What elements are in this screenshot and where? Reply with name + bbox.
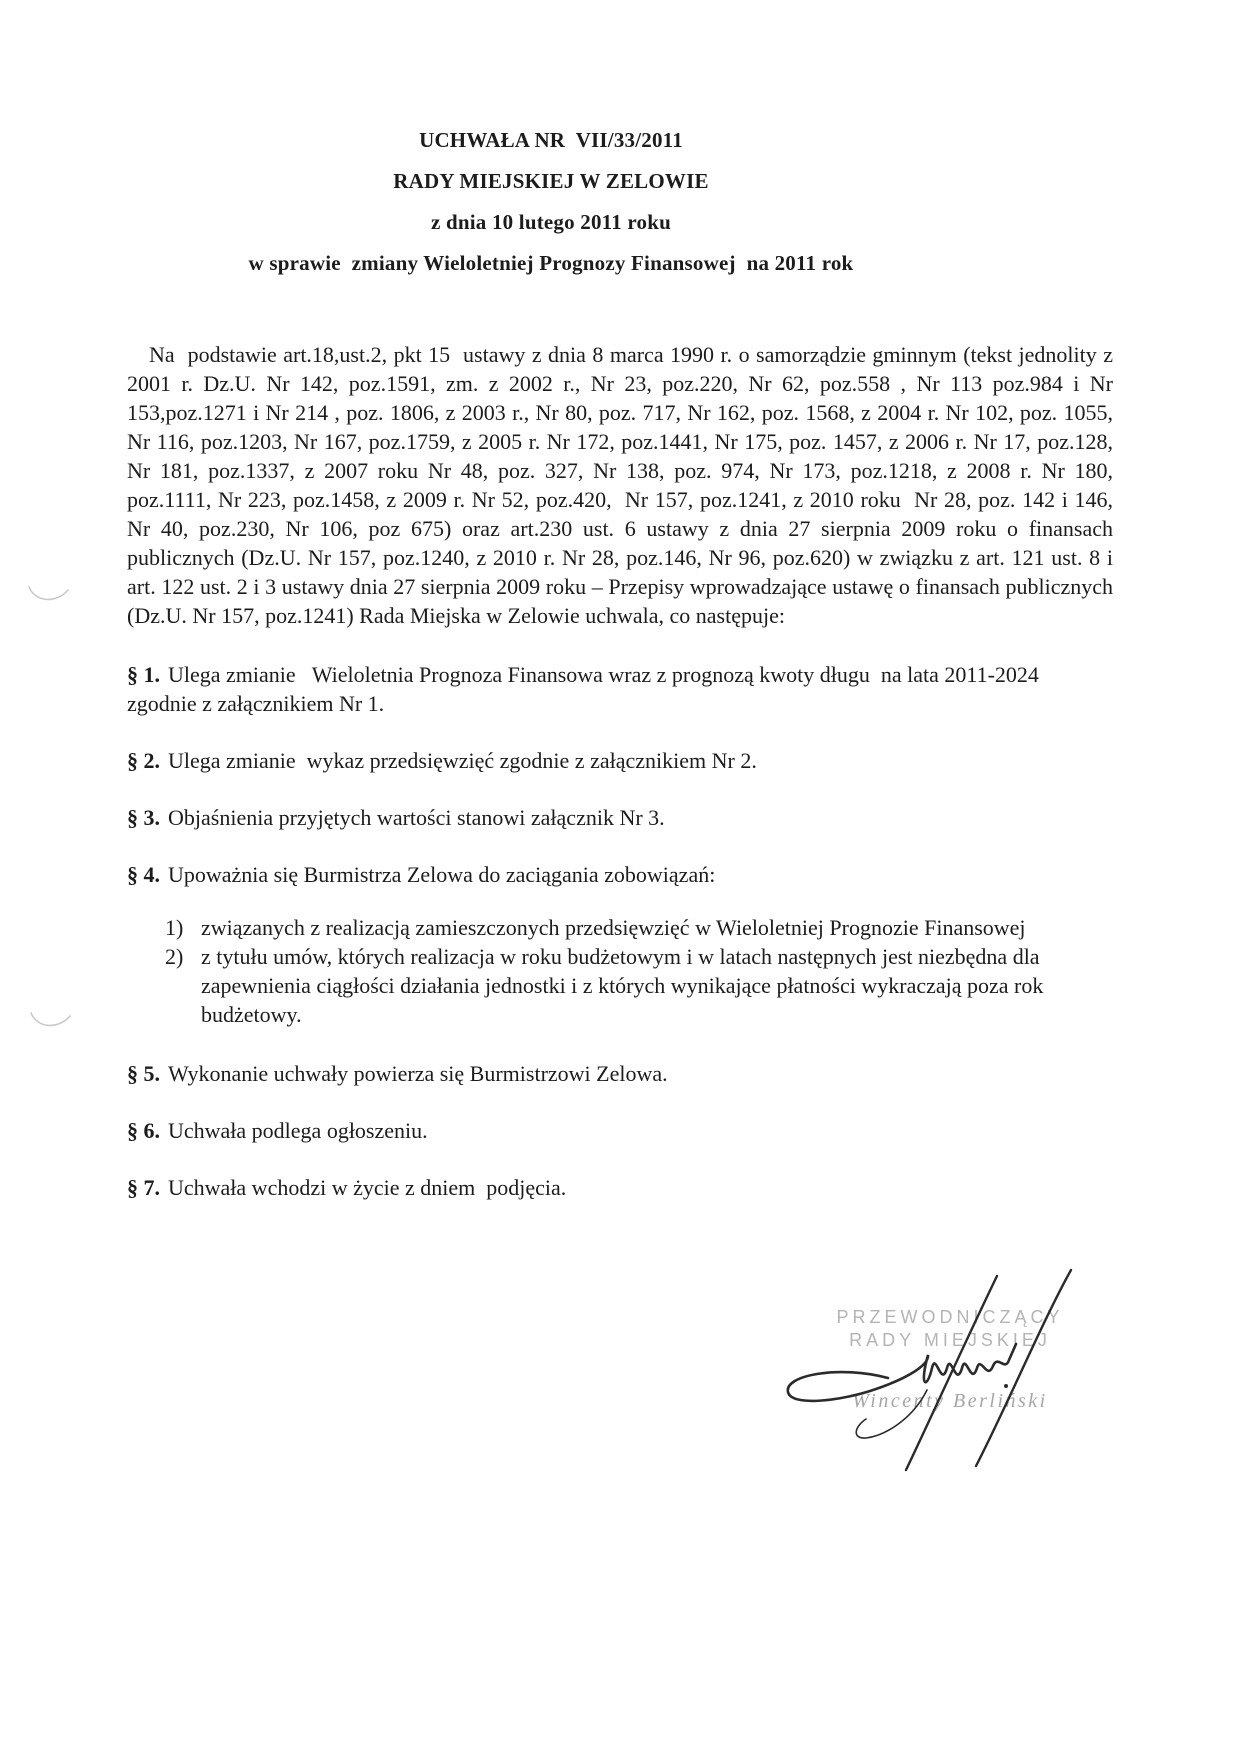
list-item-text: związanych z realizacją zamieszczonych przedsięwzięć w Wieloletniej Prognozie Finansowej [201,915,1026,940]
margin-scan-artifact [28,1006,76,1034]
section-7-label: § 7. [127,1175,160,1200]
list-item [165,913,1113,942]
document-content [127,128,1119,1202]
list-item [165,942,1113,1029]
section-1-label: § 1. [127,662,160,687]
section-6 [127,1116,1113,1145]
signature-block [780,1268,1120,1478]
section-7-text: Uchwała wchodzi w życie z dniem podjęcia. [168,1175,567,1200]
obligations-list [165,913,1113,1029]
section-5-label: § 5. [127,1061,160,1086]
document-header [127,128,975,276]
section-4 [127,860,1113,889]
signature-name: Wincenty Berliński [852,1390,1048,1412]
pen-stroke-1 [906,1276,997,1470]
legal-preamble-paragraph: Na podstawie art.18,ust.2, pkt 15 ustawy z dnia 8 marca 1990 r. o samorządzie gminnym (tekst jednolity z 2001 r. Dz.U. Nr 142, poz.1591, zm. z 2002 r., Nr 23, poz.220, Nr 62, poz.558 , Nr 113 poz.984 i Nr 153,poz.1271 i Nr 214 , poz. 1806, z 2003 r., Nr 80, poz. 717, Nr 162, poz. 1568, z 2004 r. Nr 102, poz. 1055, Nr 116, poz.1203, Nr 167, poz.1759, z 2005 r. Nr 172, poz.1441, Nr 175, poz. 1457, z 2006 r. Nr 17, poz.128, Nr 181, poz.1337, z 2007 roku Nr 48, poz. 327, Nr 138, poz. 974, Nr 173, poz.1218, z 2008 r. Nr 180, poz.1111, Nr 223, poz.1458, z 2009 r. Nr 52, poz.420, Nr 157, poz.1241, z 2010 roku Nr 28, poz. 142 i 146, Nr 40, poz.230, Nr 106, poz 675) oraz art.230 ust. 6 ustawy z dnia 27 sierpnia 2009 roku o finansach publicznych (Dz.U. Nr 157, poz.1240, z 2010 r. Nr 28, poz.146, Nr 96, poz.620) w związku z art. 121 ust. 8 i art. 122 ust. 2 i 3 ustawy dnia 27 sierpnia 2009 roku – Przepisy wprowadzające ustawę o finansach publicznych (Dz.U. Nr 157, poz.1241) Rada Miejska w Zelowie uchwala, co następuje: [127,342,1119,628]
resolution-subject: w sprawie zmiany Wieloletniej Prognozy Finansowej na 2011 rok [248,251,854,275]
council-name: RADY MIEJSKIEJ W ZELOWIE [393,169,709,193]
resolution-number: UCHWAŁA NR VII/33/2011 [419,128,683,152]
section-6-text: Uchwała podlega ogłoszeniu. [168,1118,428,1143]
pen-stroke-2 [976,1270,1071,1466]
section-1-text: Ulega zmianie Wieloletnia Prognoza Finansowa wraz z prognozą kwoty długu na lata 2011-2024 zgodnie z załącznikiem Nr 1. [127,662,1045,716]
section-4-label: § 4. [127,862,160,887]
section-7 [127,1173,1113,1202]
section-6-label: § 6. [127,1118,160,1143]
signature-dot [1004,1384,1008,1388]
section-5 [127,1059,1113,1088]
section-5-text: Wykonanie uchwały powierza się Burmistrzowi Zelowa. [168,1061,668,1086]
section-2-label: § 2. [127,748,160,773]
signature-scribble [788,1344,1016,1401]
list-item-text: z tytułu umów, których realizacja w roku budżetowym i w latach następnych jest niezbędna dla zapewnienia ciągłości działania jednostki i z których wynikające płatności wykraczają poza rok budżetowy. [201,944,1049,1027]
section-2-text: Ulega zmianie wykaz przedsięwzięć zgodnie z załącznikiem Nr 2. [168,748,757,773]
section-1 [127,660,1113,718]
margin-scan-artifact [26,580,74,608]
section-3-text: Objaśnienia przyjętych wartości stanowi załącznik Nr 3. [168,805,665,830]
section-3-label: § 3. [127,805,160,830]
section-2 [127,746,1113,775]
signature-descender [856,1390,927,1438]
list-item-number: 2) [165,944,184,969]
list-item-number: 1) [165,915,184,940]
stamp-title-line: PRZEWODNICZĄCY [836,1307,1064,1327]
stamp-council-line: RADY MIEJSKIEJ [849,1330,1051,1350]
section-3 [127,803,1113,832]
handwritten-signature-svg [780,1268,1120,1478]
section-4-text: Upoważnia się Burmistrza Zelowa do zaciągania zobowiązań: [168,862,716,887]
resolution-date: z dnia 10 lutego 2011 roku [431,210,671,234]
